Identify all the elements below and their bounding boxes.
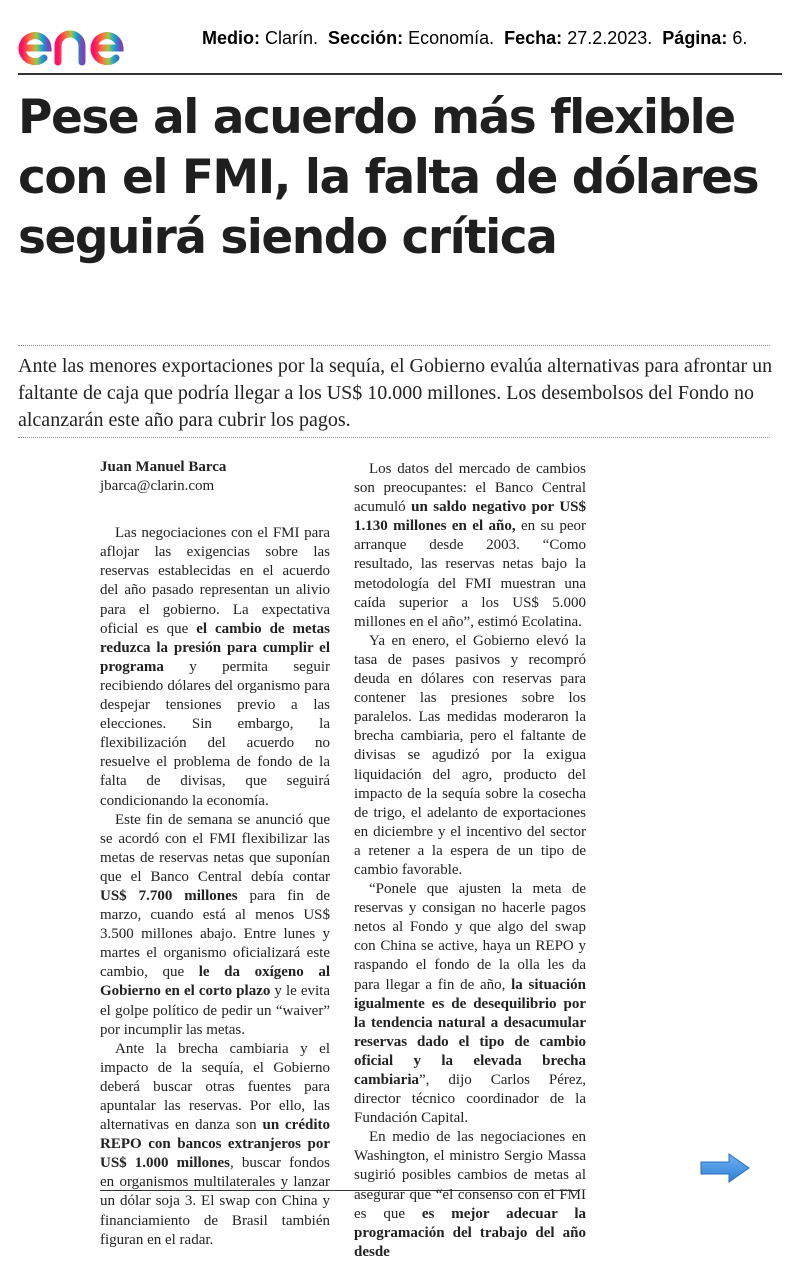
text-run: Ante la brecha cambiaria y el impacto de la sequía, el Gobierno deberá buscar otras fuentes para apuntalar las reservas. Por ello, las alternativas en danza son: [100, 1040, 330, 1134]
author-email: jbarca@clarin.com: [100, 478, 215, 495]
bold-text-run: la situación igualmente es de desequilibrio por la tendencia natural a desacumular reservas dado el tipo de cambio oficial y la elevada brecha cambiaria: [354, 976, 586, 1088]
seccion-label: Sección:: [328, 28, 404, 48]
pagina-value: 6.: [732, 28, 748, 48]
lead-top-divider: [18, 345, 770, 346]
article-column-left: [100, 458, 330, 1250]
medio-label: Medio:: [202, 28, 260, 48]
enel-logo: [14, 14, 174, 70]
text-run: para fin de marzo, cuando está al menos US$ 3.500 millones abajo. Entre lunes y martes el organismo oficializará este cambio, que: [100, 887, 330, 981]
bold-text-run: le da oxígeno al Gobierno en el corto plazo: [100, 964, 330, 1000]
author-name: Juan Manuel Barca: [100, 459, 227, 475]
pagina-label: Página:: [662, 28, 728, 48]
lead-bottom-divider: [18, 437, 770, 438]
text-run: ”, dijo Carlos Pérez, director técnico coordinador de la Fundación Capital.: [354, 1072, 586, 1127]
publication-metadata: [202, 28, 747, 49]
text-run: y permita seguir recibiendo dólares del organismo para despejar tensiones previo a las elecciones. Sin embargo, la flexibilización del acuerdo no resuelve el problema de fondo de la falta de divisas, que seguirá condicionando la economía.: [100, 658, 330, 809]
bold-text-run: un saldo negativo por US$ 1.130 millones en el año,: [354, 499, 586, 535]
text-run: , buscar fondos en organismos multilaterales y lanzar un dólar soja 3. El swap con China y financiamiento de Brasil también figuran en el radar.: [100, 1155, 330, 1248]
text-run: Los datos del mercado de cambios son preocupantes: el Banco Central acumuló: [354, 461, 586, 516]
medio-value: Clarín.: [265, 28, 319, 48]
text-run: Las negociaciones con el FMI para aflojar las exigencias sobre las reservas establecidas en el acuerdo del año pasado representan un alivio para el gobierno. La expectativa oficial es que: [100, 525, 330, 637]
fecha-value: 27.2.2023.: [567, 28, 653, 48]
body-paragraph: [354, 880, 586, 1128]
column-bottom-divider: [100, 1190, 580, 1191]
seccion-value: Economía.: [408, 28, 495, 48]
body-paragraph: [354, 1128, 586, 1262]
article-lead: Ante las menores exportaciones por la sequía, el Gobierno evalúa alternativas para afrontar un faltante de caja que podría llegar a los US$ 10.000 millones. Los desembolsos del Fondo no alcanzarán este año para cubrir los pagos.: [18, 355, 773, 431]
bold-text-run: US$ 7.700 millones: [100, 887, 238, 904]
text-run: Ya en enero, el Gobierno elevó la tasa de pases pasivos y recompró deuda en dólares con reservas para contener las presiones sobre los paralelos. Las medidas moderaron la brecha cambiaria, pero el faltante de divisas se agudizó por la exigua liquidación del agro, producto del impacto de la sequía sobre la cosecha de trigo, el adelanto de exportaciones en diciembre y el incentivo del sector a retener a la espera de un tipo de cambio favorable.: [354, 632, 586, 878]
fecha-label: Fecha:: [504, 28, 563, 48]
text-run: en su peor arranque desde 2003. “Como resultado, las reservas netas bajo la metodología del FMI muestran una caída superior a los US$ 5.000 millones en el año”, estimó Ecolatina.: [354, 518, 586, 630]
bold-text-run: el cambio de metas reduzca la presión para cumplir el programa: [100, 620, 330, 675]
text-run: y le evita el golpe político de pedir un “waiver” por incumplir las metas.: [100, 983, 330, 1038]
body-paragraph: [100, 811, 330, 1040]
article-headline: Pese al acuerdo más flexible con el FMI, la falta de dólares seguirá siendo crítica: [18, 90, 759, 265]
text-run: “Ponele que ajusten la meta de reservas y consigan no hacerle pagos netos al Fondo y que algo del swap con China se active, haya un REPO y raspando el fondo de la olla les da para llegar a fin de año,: [354, 881, 586, 993]
text-run: En medio de las negociaciones en Washington, el ministro Sergio Massa sugirió posibles cambios de metas al asegurar que “el consenso con el FMI es que: [354, 1129, 586, 1222]
header-divider: [18, 73, 782, 75]
text-run: Este fin de semana se anunció que se acordó con el FMI flexibilizar las metas de reservas netas que suponían que el Banco Central debía contar: [100, 811, 330, 885]
body-paragraph: [354, 632, 586, 880]
body-paragraph: [354, 460, 586, 632]
article-column-right: [354, 460, 586, 1262]
bold-text-run: un crédito REPO con bancos extranjeros por US$ 1.000 millones: [100, 1117, 330, 1172]
bold-text-run: es mejor adecuar la programación del trabajo del año desde: [354, 1205, 586, 1260]
body-paragraph: [100, 1040, 330, 1250]
right-arrow-icon[interactable]: [699, 1152, 751, 1184]
body-paragraph: [100, 524, 330, 810]
